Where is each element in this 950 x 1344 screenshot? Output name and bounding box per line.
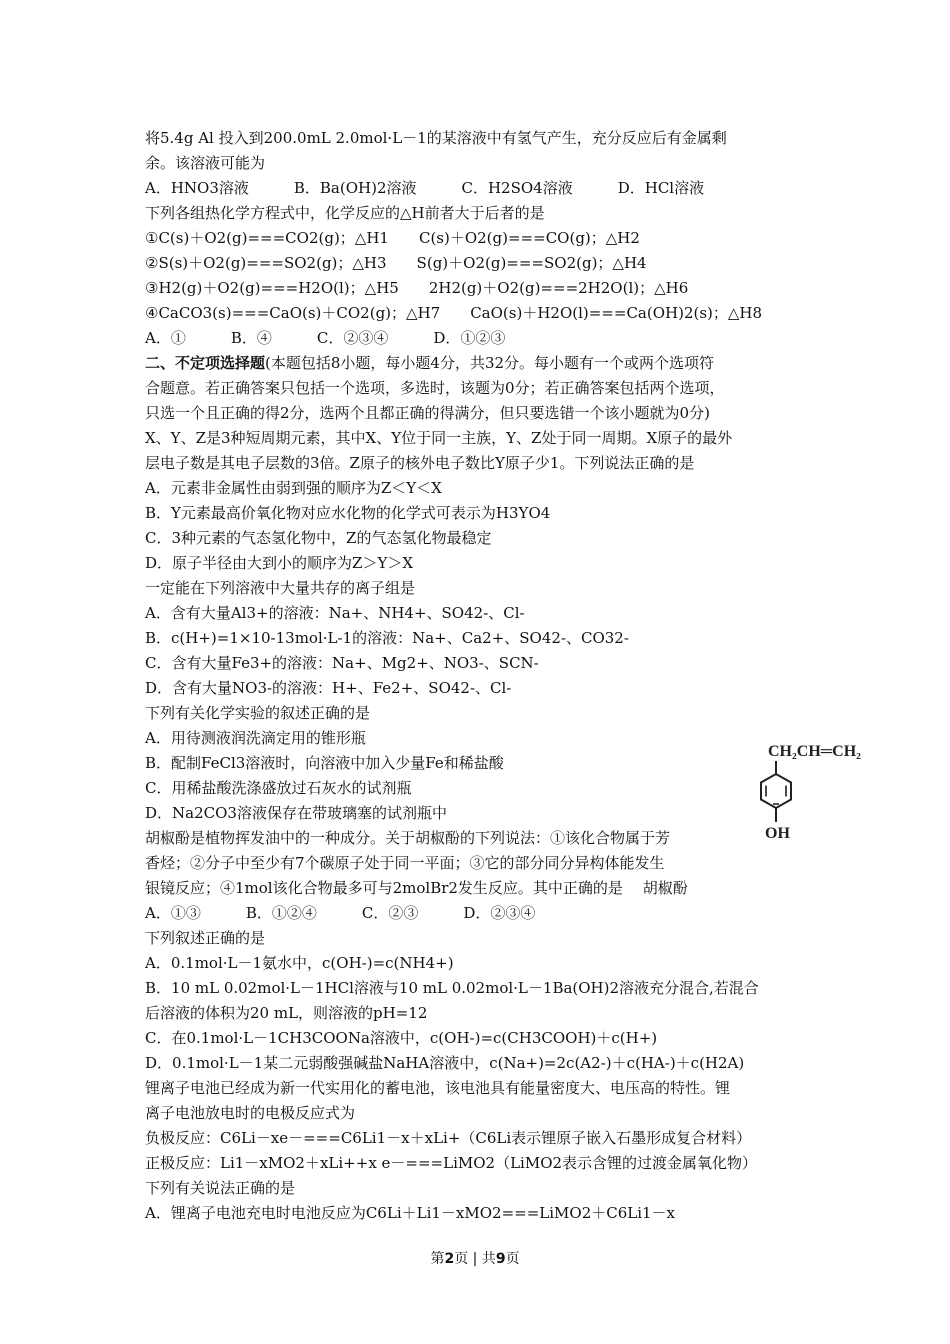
- page-footer: [0, 1248, 950, 1268]
- section-heading: 二、不定项选择题: [145, 354, 266, 372]
- section-heading-line: [145, 353, 714, 373]
- text-line: B．10 mL 0.02mol·L－1HCl溶液与10 mL 0.02mol·L－1Ba(OH)2溶液充分混合,若混合: [145, 979, 759, 997]
- text-line: 只选一个且正确的得2分，选两个且都正确的得满分，但只要选错一个该小题就为0分): [145, 404, 710, 422]
- text-line: 负极反应：C6Li－xe－===C6Li1－x＋xLi+（C6Li表示锂原子嵌入石墨形成复合材料）: [145, 1129, 752, 1147]
- text-line: 合题意。若正确答案只包括一个选项，多选时，该题为0分；若正确答案包括两个选项，: [145, 379, 725, 397]
- text-line: C．用稀盐酸洗涤盛放过石灰水的试剂瓶: [145, 779, 412, 797]
- text-line: A．含有大量Al3+的溶液：Na+、NH4+、SO42-、Cl-: [145, 604, 525, 622]
- hydroxyl-label: OH: [765, 825, 790, 842]
- text-line: C．含有大量Fe3+的溶液：Na+、Mg2+、NO3-、SCN-: [145, 654, 539, 672]
- text-line: 一定能在下列溶液中大量共存的离子组是: [145, 579, 416, 597]
- current-page-number: 2: [444, 1251, 455, 1267]
- text-line: ④CaCO3(s)===CaO(s)＋CO2(g)；△H7 CaO(s)＋H2O(l)===Ca(OH)2(s)；△H8: [145, 304, 763, 322]
- text-line: A．锂离子电池充电时电池反应为C6Li＋Li1－xMO2===LiMO2＋C6Li1－x: [145, 1204, 676, 1222]
- text-line: 余。该溶液可能为: [145, 154, 266, 172]
- text-line: A．① B．④ C．②③④ D．①②③: [145, 329, 506, 347]
- allyl-group-label: CH₂CH═CH₂: [768, 743, 861, 760]
- text-line: X、Y、Z是3种短周期元素，其中X、Y位于同一主族，Y、Z处于同一周期。X原子的最外: [145, 429, 733, 447]
- text-line: ③H2(g)＋O2(g)===H2O(l)；△H5 2H2(g)＋O2(g)===2H2O(l)；△H6: [145, 279, 689, 297]
- total-page-number: 9: [495, 1251, 506, 1267]
- text-line: 下列有关说法正确的是: [145, 1179, 296, 1197]
- text-line: 下列各组热化学方程式中，化学反应的△H前者大于后者的是: [145, 204, 545, 222]
- text-line: ②S(s)＋O2(g)===SO2(g)；△H3 S(g)＋O2(g)===SO2(g)；△H4: [145, 254, 647, 272]
- text-line: D．原子半径由大到小的顺序为Z＞Y＞X: [145, 554, 414, 572]
- text-line: A．①③ B．①②④ C．②③ D．②③④: [145, 904, 536, 922]
- text-line: 香烃；②分子中至少有7个碳原子处于同一平面；③它的部分同分异构体能发生: [145, 854, 665, 872]
- text-line: B．c(H+)=1×10-13mol·L-1的溶液：Na+、Ca2+、SO42-、CO32-: [145, 629, 629, 647]
- text-line: B．Y元素最高价氧化物对应水化物的化学式可表示为H3YO4: [145, 504, 551, 522]
- text-line: 锂离子电池已经成为新一代实用化的蓄电池，该电池具有能量密度大、电压高的特性。锂: [145, 1079, 731, 1097]
- footer-prefix: 第: [430, 1251, 445, 1267]
- text-line: D．0.1mol·L－1某二元弱酸强碱盐NaHA溶液中，c(Na+)=2c(A2-)＋c(HA-)＋c(H2A): [145, 1054, 745, 1072]
- text-line: 离子电池放电时的电极反应式为: [145, 1104, 356, 1122]
- text-line: A．元素非金属性由弱到强的顺序为Z＜Y＜X: [145, 479, 442, 497]
- text-line: A．用待测液润洗滴定用的锥形瓶: [145, 729, 366, 747]
- text-line: 后溶液的体积为20 mL，则溶液的pH=12: [145, 1004, 428, 1022]
- text-line: 将5.4g Al 投入到200.0mL 2.0mol·L－1的某溶液中有氢气产生，充分反应后有金属剩: [145, 129, 727, 147]
- text-line: A．0.1mol·L－1氨水中，c(OH-)=c(NH4+): [145, 954, 454, 972]
- text-line: B．配制FeCl3溶液时，向溶液中加入少量Fe和稀盐酸: [145, 754, 504, 772]
- text-line: D．含有大量NO3-的溶液：H+、Fe2+、SO42-、Cl-: [145, 679, 512, 697]
- text-line: 下列有关化学实验的叙述正确的是: [145, 704, 371, 722]
- text-line: 下列叙述正确的是: [145, 929, 266, 947]
- text-line: ①C(s)＋O2(g)===CO2(g)；△H1 C(s)＋O2(g)===CO(g)；△H2: [145, 229, 640, 247]
- text-line: 正极反应：Li1－xMO2＋xLi++x e－===LiMO2（LiMO2表示含锂的过渡金属氧化物）: [145, 1154, 758, 1172]
- text-line: 银镜反应；④1mol该化合物最多可与2molBr2发生反应。其中正确的是 胡椒酚: [145, 879, 688, 897]
- text-line: C．在0.1mol·L－1CH3COONa溶液中，c(OH-)=c(CH3COOH)＋c(H+): [145, 1029, 658, 1047]
- text-line: C．3种元素的气态氢化物中，Z的气态氢化物最稳定: [145, 529, 492, 547]
- section-instructions: (本题包括8小题，每小题4分，共32分。每小题有一个或两个选项符: [265, 354, 715, 372]
- footer-mid: 页 | 共: [454, 1251, 496, 1267]
- text-line: 层电子数是其电子层数的3倍。Z原子的核外电子数比Y原子少1。下列说法正确的是: [145, 454, 695, 472]
- footer-suffix: 页: [505, 1251, 520, 1267]
- text-line: A．HNO3溶液 B．Ba(OH)2溶液 C．H2SO4溶液 D．HCl溶液: [145, 179, 705, 197]
- text-line: D．Na2CO3溶液保存在带玻璃塞的试剂瓶中: [145, 804, 447, 822]
- chavicol-structure-diagram: [752, 738, 892, 858]
- text-line: 胡椒酚是植物挥发油中的一种成分。关于胡椒酚的下列说法：①该化合物属于芳: [145, 829, 671, 847]
